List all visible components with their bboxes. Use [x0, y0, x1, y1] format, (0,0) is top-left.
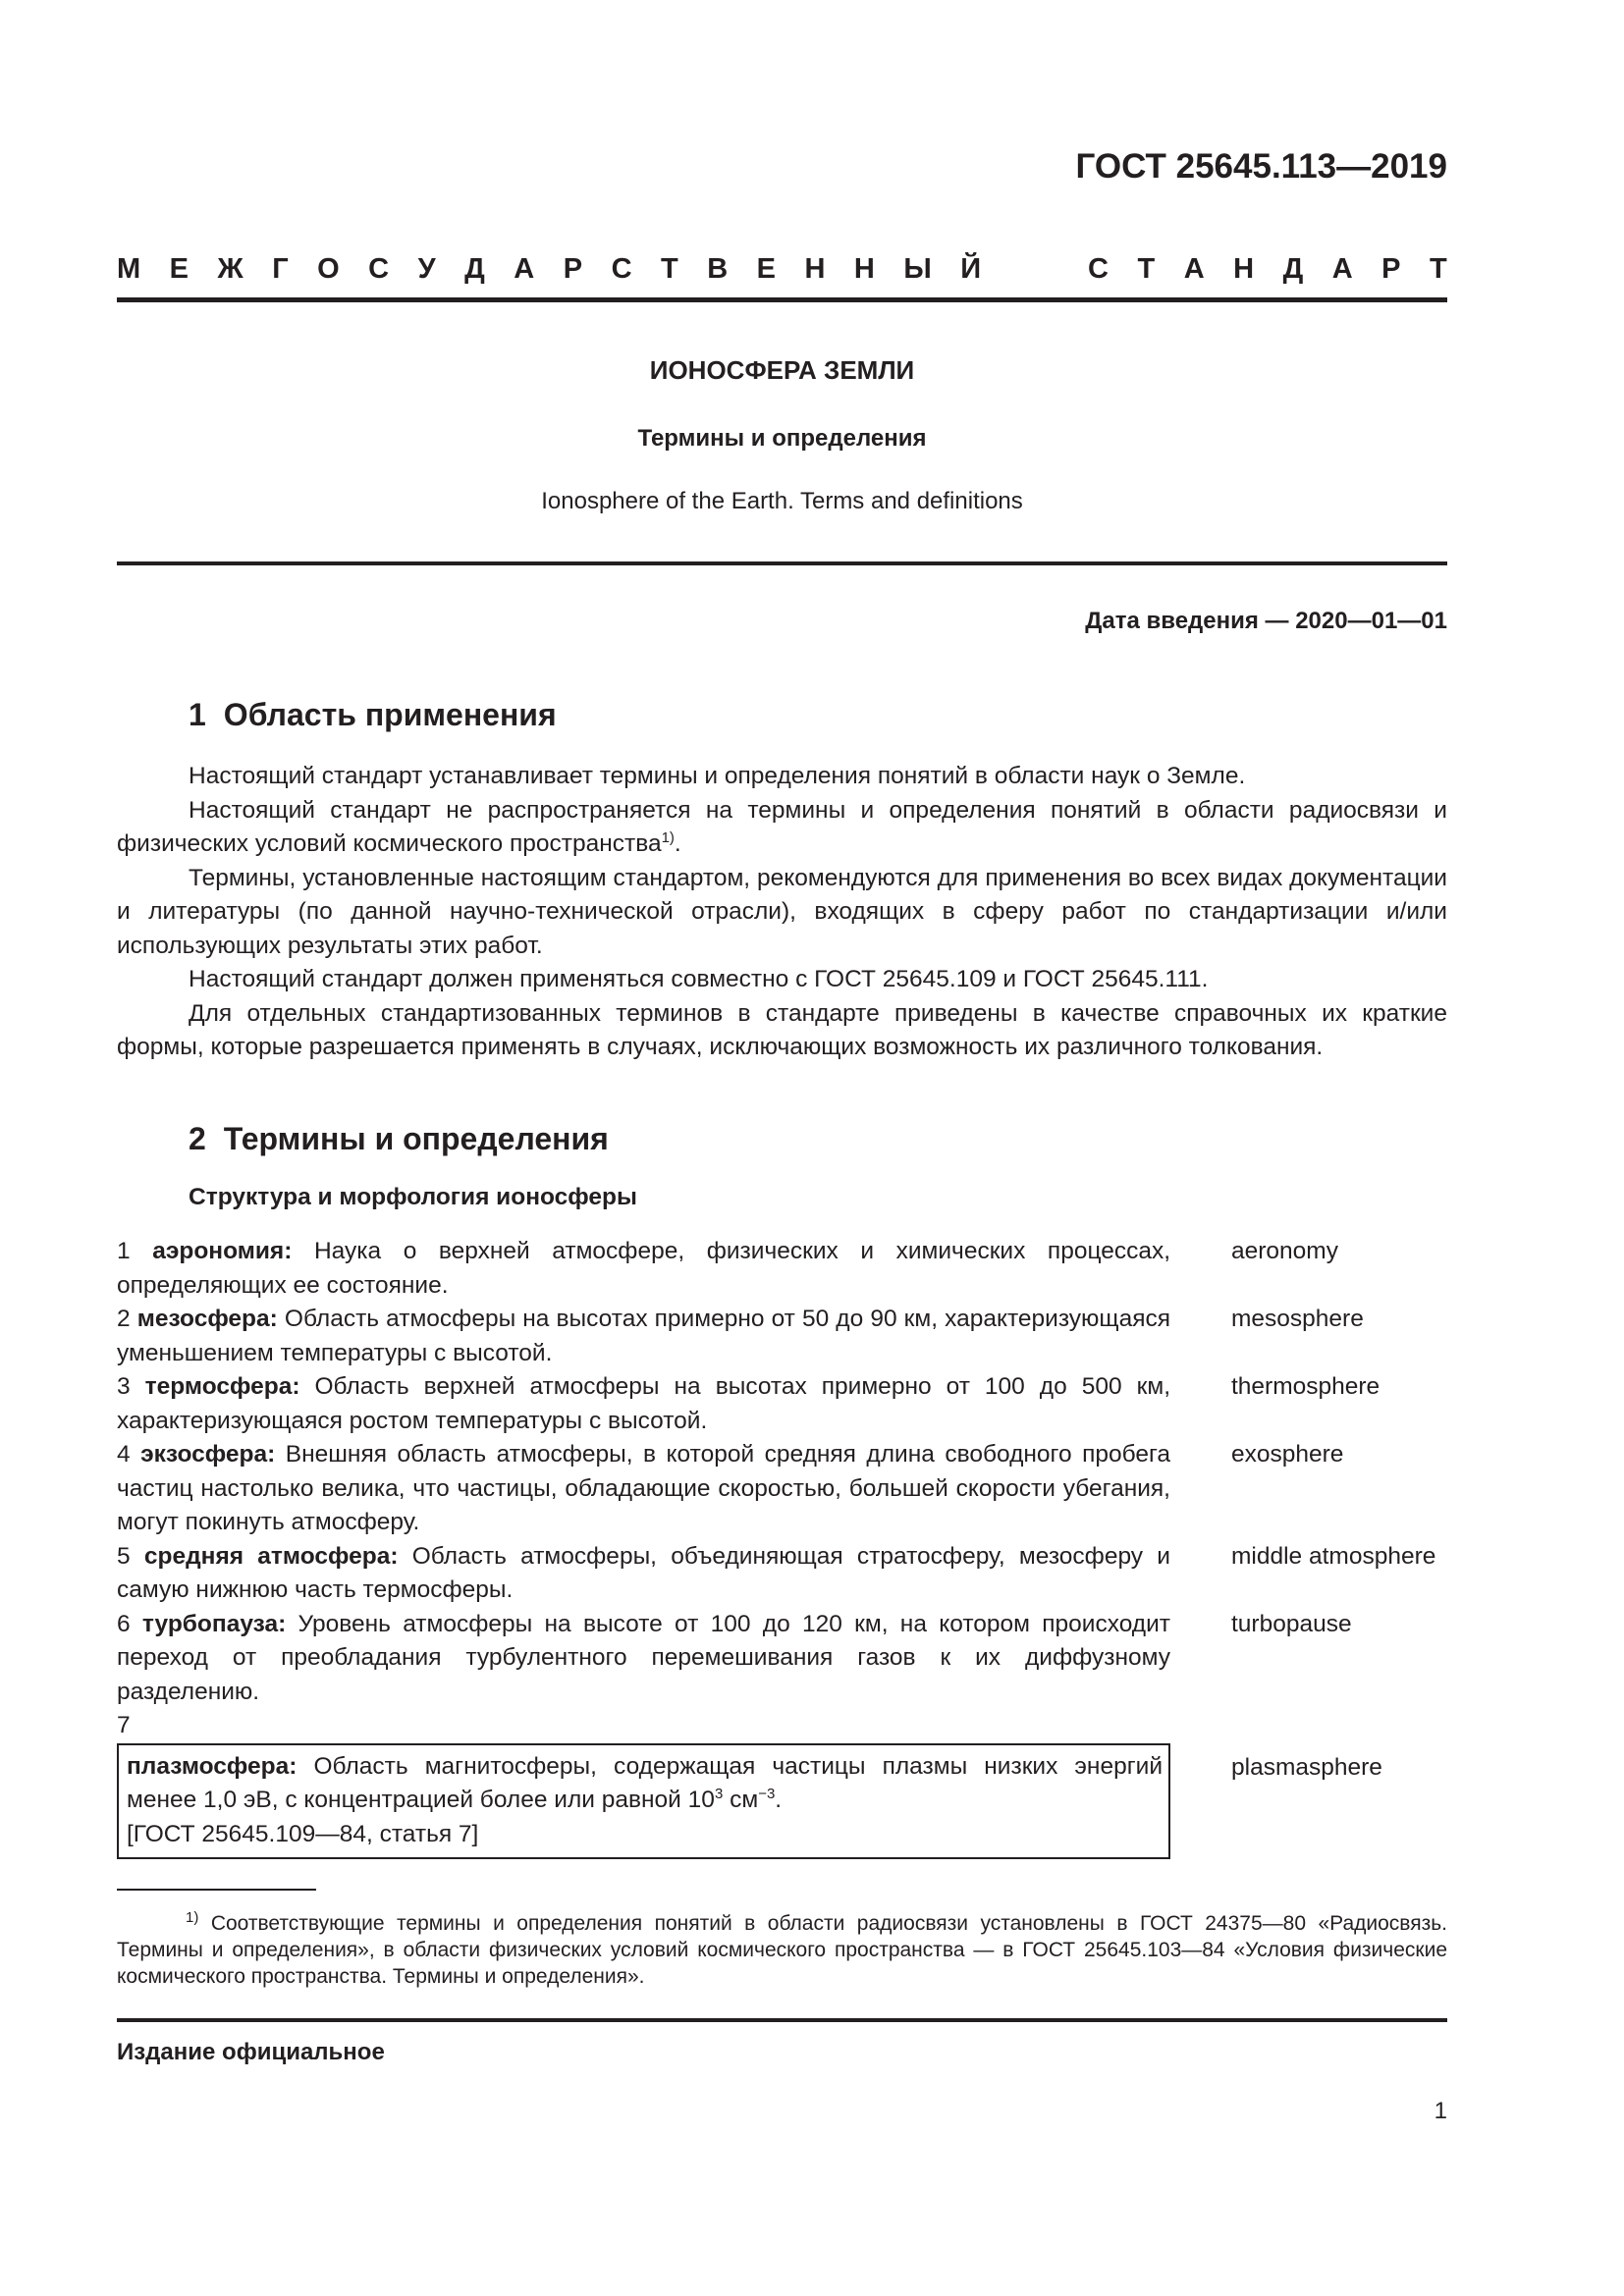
banner-letter: Н: [853, 252, 875, 285]
term-entry: [117, 1608, 1447, 1710]
banner-letter: Г: [272, 252, 289, 285]
term-name: турбопауза:: [141, 1610, 287, 1637]
banner-letter: Р: [563, 252, 583, 285]
term-entry: [117, 1235, 1447, 1303]
interstate-standard-banner: [117, 247, 1447, 291]
term-definition: 5 средняя атмосфера: Область атмосферы, объединяющая стратосферу, мезосферу и самую нижнюю часть термосферы.: [117, 1542, 1170, 1603]
section-number: 1: [189, 697, 206, 732]
term-name: аэрономия:: [152, 1238, 293, 1264]
paragraph: Настоящий стандарт устанавливает термины и определения понятий в области наук о Земле.: [189, 763, 1246, 789]
term-english: exosphere: [1231, 1441, 1344, 1468]
term-entry: [117, 1370, 1447, 1438]
banner-letter: У: [417, 252, 436, 285]
term-definition: 6 турбопауза: Уровень атмосферы на высоте от 100 до 120 км, на котором происходит переход от преобладания турбулентного перемешивания газов к их диффузному разделению.: [117, 1610, 1170, 1705]
introduction-date: Дата введения — 2020—01—01: [1085, 608, 1447, 634]
paragraph: Термины, установленные настоящим стандартом, рекомендуются для применения во всех видах документации и литературы (по данной научно-технической отрасли), входящих в сферу работ по стандартизации и/или использующих результаты этих работ.: [117, 864, 1447, 959]
term-number: 7: [117, 1712, 131, 1738]
banner-letter: С: [1088, 252, 1109, 285]
banner-letter: Д: [464, 252, 485, 285]
document-title: ИОНОСФЕРА ЗЕМЛИ: [649, 355, 915, 385]
term-source: [ГОСТ 25645.109—84, статья 7]: [127, 1820, 479, 1847]
banner-letter: А: [1331, 252, 1353, 285]
term-name: экзосфера:: [140, 1441, 276, 1468]
section-title: Термины и определения: [223, 1121, 609, 1156]
banner-letter: С: [368, 252, 390, 285]
banner-letter: Т: [661, 252, 678, 285]
term-english: thermosphere: [1231, 1373, 1380, 1400]
term-entry: [117, 1540, 1447, 1608]
boxed-term-definition: плазмосфера: Область магнитосферы, содержащая частицы плазмы низких энергий менее 1,0 эВ, с концентрацией более или равной $10^3$ $см^{-3}$. [ГОСТ 25645.109—84, статья 7]: [117, 1743, 1170, 1860]
title-divider: [117, 561, 1447, 565]
document-title-english: Ionosphere of the Earth. Terms and definitions: [541, 488, 1023, 514]
banner-letter: А: [1183, 252, 1205, 285]
terms-list: [117, 1235, 1447, 1859]
banner-letter: Т: [1137, 252, 1156, 285]
banner-letter: О: [317, 252, 340, 285]
paragraph: Для отдельных стандартизованных терминов в стандарте приведены в качестве справочных их краткие формы, которые разрешается применять в случаях, исключающих возможность их различного толкования.: [117, 999, 1447, 1060]
section-title: Область применения: [223, 697, 557, 732]
banner-letter: Ж: [217, 252, 244, 285]
term-definition: 3 термосфера: Область верхней атмосферы на высотах примерно от 100 до 500 км, характеризующаяся ростом температуры с высотой.: [117, 1373, 1170, 1434]
term-definition: 1 аэрономия: Наука о верхней атмосфере, физических и химических процессах, определяющих ее состояние.: [117, 1238, 1171, 1299]
term-definition: 2 мезосфера: Область атмосферы на высотах примерно от 50 до 90 км, характеризующаяся уменьшением температуры с высотой.: [117, 1306, 1170, 1366]
footnote-divider: [117, 1889, 316, 1891]
footnote-marker: 1): [186, 1909, 199, 1926]
term-entry: [117, 1743, 1447, 1860]
paragraph: Настоящий стандарт должен применяться совместно с ГОСТ 25645.109 и ГОСТ 25645.111.: [189, 966, 1209, 992]
term-name: мезосфера:: [136, 1306, 278, 1332]
banner-letter: Е: [756, 252, 776, 285]
term-name: средняя атмосфера:: [143, 1542, 399, 1570]
paragraph: Настоящий стандарт не распространяется на термины и определения понятий в области радиосвязи и физических условий космического пространства$^{1)}$.: [117, 796, 1447, 857]
footnote-reference[interactable]: 1): [661, 828, 675, 846]
section-1-heading: [189, 697, 557, 733]
banner-letter: Д: [1282, 252, 1304, 285]
footnote: $^{1)}$ Соответствующие термины и определения понятий в области радиосвязи установлены в ГОСТ 24375—80 «Радиосвязь. Термины и определения», в области физических условий космического пространства — в ГОСТ 25645.103—84 «Условия физические космического пространства. Термины и определения».: [117, 1909, 1447, 1988]
term-english: turbopause: [1231, 1610, 1352, 1637]
footer-divider: [117, 2018, 1447, 2022]
banner-letter: В: [707, 252, 729, 285]
term-english: middle atmosphere: [1231, 1542, 1436, 1570]
banner-letter: Т: [1429, 252, 1447, 285]
official-edition-label: Издание официальное: [117, 2039, 385, 2065]
term-name: плазмосфера:: [127, 1752, 298, 1780]
document-subtitle: Термины и определения: [637, 425, 927, 452]
banner-letter: Й: [960, 252, 982, 285]
page-number: 1: [1434, 2098, 1447, 2124]
banner-letter: Е: [169, 252, 189, 285]
banner-letter: Р: [1381, 252, 1401, 285]
banner-letter: Ы: [903, 252, 932, 285]
subsection-heading: Структура и морфология ионосферы: [189, 1184, 637, 1210]
term-english: plasmasphere: [1231, 1753, 1382, 1781]
section-2-heading: [189, 1121, 609, 1157]
term-entry: [117, 1438, 1447, 1540]
banner-letter: С: [611, 252, 632, 285]
banner-letter: М: [117, 252, 141, 285]
term-name: термосфера:: [144, 1373, 300, 1400]
banner-letter: А: [514, 252, 535, 285]
banner-letter: Н: [1233, 252, 1255, 285]
scope-text: [117, 760, 1447, 1065]
banner-letter: Н: [804, 252, 826, 285]
header-divider: [117, 297, 1447, 302]
term-english: mesosphere: [1231, 1306, 1364, 1332]
standard-code: ГОСТ 25645.113—2019: [1075, 147, 1447, 186]
section-number: 2: [189, 1121, 206, 1156]
term-definition: 4 экзосфера: Внешняя область атмосферы, в которой средняя длина свободного пробега частиц настолько велика, что частицы, обладающие скоростью, большей скорости убегания, могут покинуть атмосферу.: [117, 1441, 1170, 1535]
term-english: aeronomy: [1231, 1238, 1338, 1264]
term-entry: [117, 1303, 1447, 1370]
